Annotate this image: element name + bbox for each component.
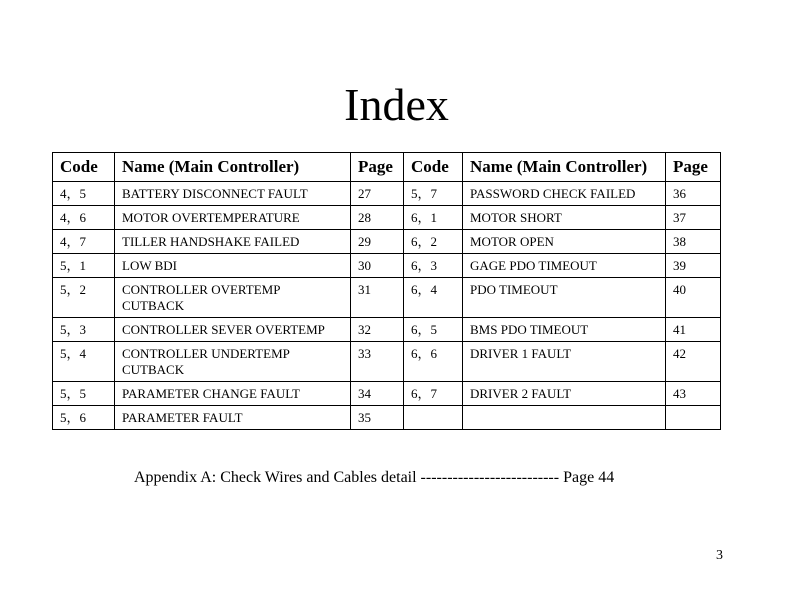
- code-cell: 5，1: [53, 254, 115, 278]
- page-cell: 39: [666, 254, 721, 278]
- name-cell: BMS PDO TIMEOUT: [463, 318, 666, 342]
- code-cell: 6，2: [404, 230, 463, 254]
- page-cell: 30: [351, 254, 404, 278]
- page-cell: 33: [351, 342, 404, 382]
- name-cell: TILLER HANDSHAKE FAILED: [115, 230, 351, 254]
- code-cell: 5，6: [53, 406, 115, 430]
- code-cell: 6，3: [404, 254, 463, 278]
- code-cell: 4，6: [53, 206, 115, 230]
- page-cell: 38: [666, 230, 721, 254]
- index-table: [52, 152, 721, 430]
- name-cell: [463, 406, 666, 430]
- code-cell: 6，7: [404, 382, 463, 406]
- name-cell: MOTOR OPEN: [463, 230, 666, 254]
- name-cell: CONTROLLER SEVER OVERTEMP: [115, 318, 351, 342]
- code-cell: 6，6: [404, 342, 463, 382]
- code-cell: 6，1: [404, 206, 463, 230]
- table-row: [53, 278, 721, 318]
- name-cell: MOTOR SHORT: [463, 206, 666, 230]
- page-cell: [666, 406, 721, 430]
- page-cell: 34: [351, 382, 404, 406]
- page-cell: 40: [666, 278, 721, 318]
- table-row: [53, 206, 721, 230]
- page-cell: 43: [666, 382, 721, 406]
- name-cell: PASSWORD CHECK FAILED: [463, 182, 666, 206]
- page-cell: 42: [666, 342, 721, 382]
- table-header-row: [53, 153, 721, 182]
- header-page: Page: [351, 153, 404, 182]
- name-cell: PARAMETER FAULT: [115, 406, 351, 430]
- name-cell: GAGE PDO TIMEOUT: [463, 254, 666, 278]
- code-cell: 4，5: [53, 182, 115, 206]
- name-cell: BATTERY DISCONNECT FAULT: [115, 182, 351, 206]
- code-cell: 5，3: [53, 318, 115, 342]
- code-cell: 5，4: [53, 342, 115, 382]
- name-cell: LOW BDI: [115, 254, 351, 278]
- code-cell: 5，5: [53, 382, 115, 406]
- name-cell: CONTROLLER OVERTEMP CUTBACK: [115, 278, 351, 318]
- page-title: Index: [344, 79, 449, 130]
- code-cell: 5，2: [53, 278, 115, 318]
- page-cell: 28: [351, 206, 404, 230]
- code-cell: 5，7: [404, 182, 463, 206]
- name-cell: CONTROLLER UNDERTEMP CUTBACK: [115, 342, 351, 382]
- header-name: Name (Main Controller): [463, 153, 666, 182]
- table-row: [53, 406, 721, 430]
- table-row: [53, 318, 721, 342]
- page-cell: 29: [351, 230, 404, 254]
- page-number: 3: [716, 548, 723, 563]
- code-cell: 6，5: [404, 318, 463, 342]
- header-name: Name (Main Controller): [115, 153, 351, 182]
- name-cell: DRIVER 1 FAULT: [463, 342, 666, 382]
- name-cell: PARAMETER CHANGE FAULT: [115, 382, 351, 406]
- table-row: [53, 342, 721, 382]
- code-cell: [404, 406, 463, 430]
- page-cell: 35: [351, 406, 404, 430]
- name-cell: PDO TIMEOUT: [463, 278, 666, 318]
- header-code: Code: [53, 153, 115, 182]
- page-cell: 36: [666, 182, 721, 206]
- table-row: [53, 254, 721, 278]
- name-cell: DRIVER 2 FAULT: [463, 382, 666, 406]
- page-cell: 31: [351, 278, 404, 318]
- table-row: [53, 230, 721, 254]
- page-cell: 27: [351, 182, 404, 206]
- code-cell: 4，7: [53, 230, 115, 254]
- name-cell: MOTOR OVERTEMPERATURE: [115, 206, 351, 230]
- code-cell: 6，4: [404, 278, 463, 318]
- page-cell: 41: [666, 318, 721, 342]
- appendix-reference: Appendix A: Check Wires and Cables detail -------------------------- Page 44: [134, 469, 615, 486]
- page-cell: 32: [351, 318, 404, 342]
- table-row: [53, 382, 721, 406]
- header-code: Code: [404, 153, 463, 182]
- page-cell: 37: [666, 206, 721, 230]
- header-page: Page: [666, 153, 721, 182]
- table-row: [53, 182, 721, 206]
